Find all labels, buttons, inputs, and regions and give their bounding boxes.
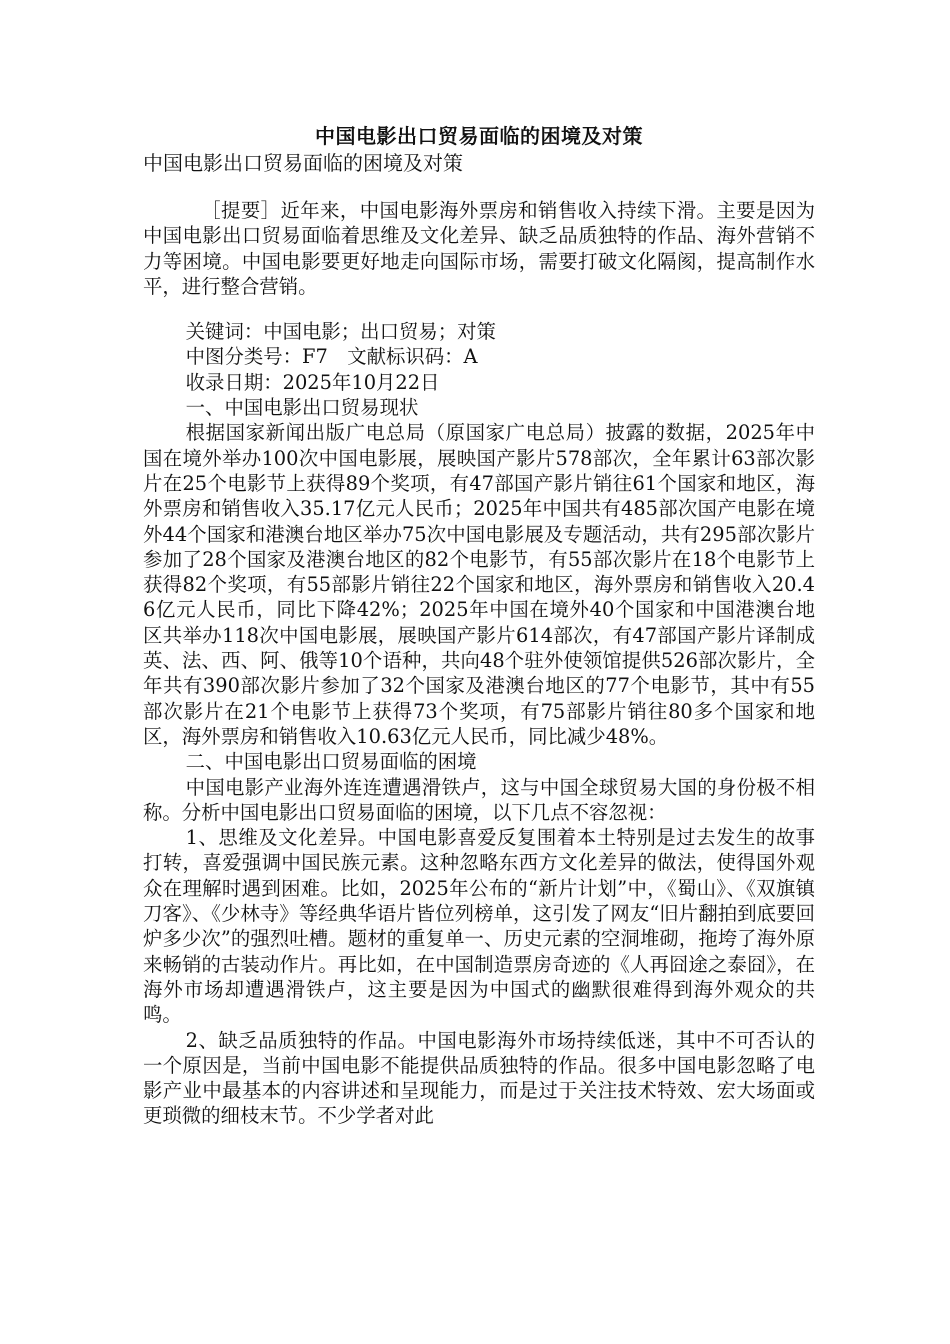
keywords-line: 关键词：中国电影；出口贸易；对策 xyxy=(185,320,496,344)
document-page xyxy=(143,122,815,1129)
document-subtitle: 中国电影出口贸易面临的困境及对策 xyxy=(143,151,463,175)
point-2-paragraph: 2、缺乏品质独特的作品。中国电影海外市场持续低迷，其中不可否认的一个原因是，当前中国电影不能提供品质独特的作品。很多中国电影忽略了电影产业中最基本的内容讲述和呈现能力，而是过于关注技术特效、宏大场面或更琐微的细枝末节。不少学者对此 xyxy=(143,1028,815,1128)
section-heading-2: 二、中国电影出口贸易面临的困境 xyxy=(185,750,477,774)
section-2-intro-paragraph: 中国电影产业海外连连遭遇滑铁卢，这与中国全球贸易大国的身份极不相称。分析中国电影出口贸易面临的困境，以下几点不容忽视： xyxy=(143,775,815,824)
spacer xyxy=(143,299,815,319)
section-heading-1: 一、中国电影出口贸易现状 xyxy=(185,396,419,420)
spacer xyxy=(143,176,815,198)
document-title: 中国电影出口贸易面临的困境及对策 xyxy=(315,124,643,148)
section-1-paragraph: 根据国家新闻出版广电总局（原国家广电总局）披露的数据，2025年中国在境外举办100次中国电影展，展映国产影片578部次，全年累计63部次影片在25个电影节上获得89个奖项，有47部国产影片销往61个国家和地区，海外票房和销售收入35.17亿元人民币；2025年中国共有485部次国产电影在境外44个国家和港澳台地区举办75次中国电影展及专题活动，共有295部次影片参加了28个国家及港澳台地区的82个电影节，有55部次影片在18个电影节上获得82个奖项，有55部影片销往22个国家和地区，海外票房和销售收入20.46亿元人民币，同比下降42%；2025年中国在境外40个国家和中国港澳台地区共举办118次中国电影展，展映国产影片614部次，有47部国产影片译制成英、法、西、阿、俄等10个语种，共向48个驻外使领馆提供526部次影片，全年共有390部次影片参加了32个国家及港澳台地区的77个电影节，其中有55部次影片在21个电影节上获得73个奖项，有75部影片销往80多个国家和地区，海外票房和销售收入10.63亿元人民币，同比减少48%。 xyxy=(143,421,815,748)
classification-line: 中图分类号：F7 文献标识码：A xyxy=(185,345,478,369)
received-date-line: 收录日期：2025年10月22日 xyxy=(185,370,440,394)
abstract-paragraph: ［提要］近年来，中国电影海外票房和销售收入持续下滑。主要是因为中国电影出口贸易面临着思维及文化差异、缺乏品质独特的作品、海外营销不力等困境。中国电影要更好地走向国际市场，需要打破文化隔阂，提高制作水平，进行整合营销。 xyxy=(143,199,815,298)
point-1-paragraph: 1、思维及文化差异。中国电影喜爱反复围着本土特别是过去发生的故事打转，喜爱强调中国民族元素。这种忽略东西方文化差异的做法，使得国外观众在理解时遇到困难。比如，2025年公布的“新片计划”中，《蜀山》、《双旗镇刀客》、《少林寺》等经典华语片皆位列榜单，这引发了网友“旧片翻拍到底要回炉多少次”的强烈吐槽。题材的重复单一、历史元素的空洞堆砌，拖垮了海外原来畅销的古装动作片。再比如，在中国制造票房奇迹的《人再囧途之泰囧》，在海外市场却遭遇滑铁卢，这主要是因为中国式的幽默很难得到海外观众的共鸣。 xyxy=(143,826,815,1027)
